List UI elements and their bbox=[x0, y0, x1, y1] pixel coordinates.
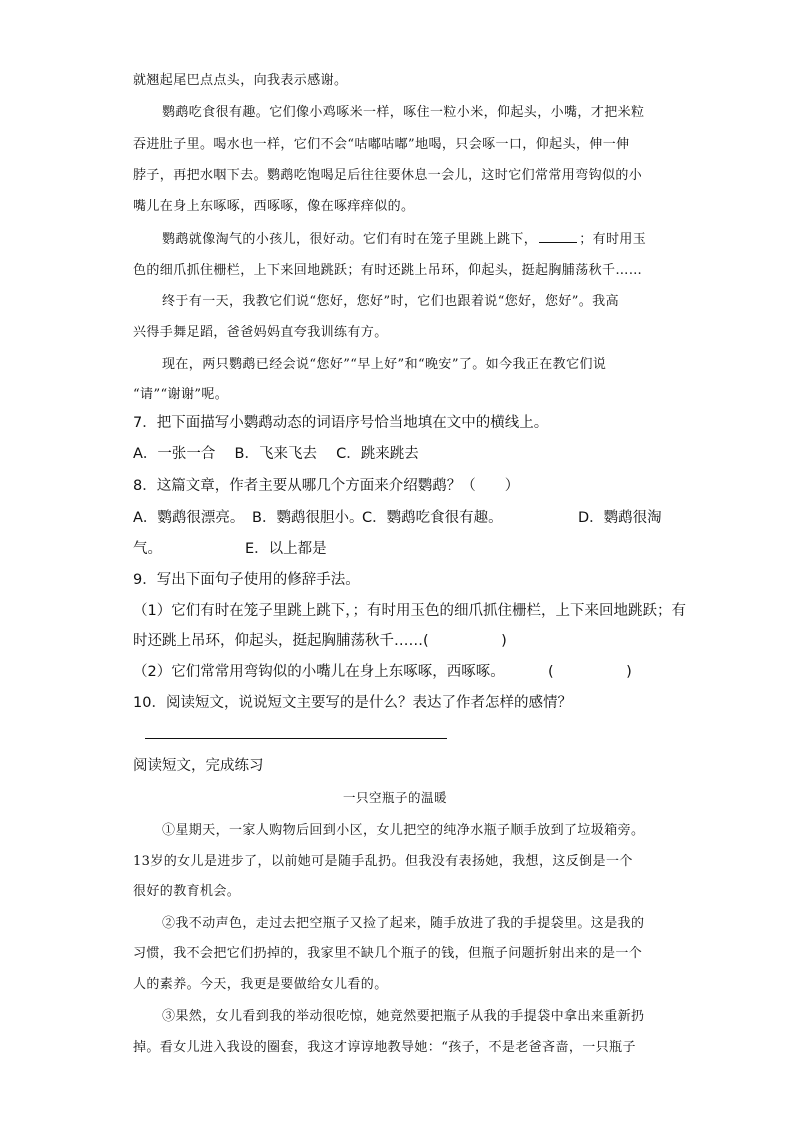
passage-line: 现在，两只鹦鹉已经会说“您好”“早上好”和“晚安”了。如今我正在教它们说 bbox=[162, 357, 607, 372]
answer-paren[interactable]: ( ) bbox=[548, 664, 632, 680]
article-line: ③果然，女儿看到我的举动很吃惊，她竟然要把瓶子从我的手提袋中拿出来重新扔 bbox=[162, 1009, 645, 1024]
question-8-option-d-cont: 气。 bbox=[133, 541, 162, 557]
passage-line: “请”“谢谢”呢。 bbox=[133, 387, 229, 402]
question-8-option-b: B．鹦鹉很胆小。 bbox=[252, 510, 364, 526]
question-9-1-cont: 时还跳上吊环，仰起头，挺起胸脯荡秋千……( ) bbox=[133, 633, 507, 649]
article-line: 很好的教育机会。 bbox=[133, 884, 241, 899]
article-line: 人的素养。今天，我更是要做给女儿看的。 bbox=[133, 977, 388, 992]
question-9-1: （1）它们有时在笼子里跳上跳下，；有时用玉色的细爪抓住栅栏，上下来回地跳跃；有 bbox=[133, 603, 686, 619]
question-9: 9．写出下面句子使用的修辞手法。 bbox=[133, 572, 360, 588]
question-8-option-d: D．鹦鹉很淘 bbox=[578, 510, 662, 526]
passage-line: 色的细爪抓住栅栏，上下来回地跳跃；有时还跳上吊环，仰起头，挺起胸脯荡秋千…… bbox=[133, 263, 643, 278]
passage-line: 吞进肚子里。喝水也一样，它们不会“咕嘟咕嘟”地喝，只会啄一口，仰起头，伸一伸 bbox=[133, 137, 630, 152]
article-line: 13岁的女儿是进步了，以前她可是随手乱扔。但我没有表扬她，我想，这反倒是一个 bbox=[133, 854, 633, 869]
passage-line bbox=[162, 228, 646, 247]
passage-line: 终于有一天，我教它们说“您好，您好”时，它们也跟着说“您好，您好”。我高 bbox=[162, 294, 619, 309]
passage-line: 脖子，再把水咽下去。鹦鹉吃饱喝足后往往要休息一会儿，这时它们常常用弯钩似的小 bbox=[133, 168, 643, 183]
article-title: 一只空瓶子的温暖 bbox=[343, 790, 448, 805]
question-7: 7．把下面描写小鹦鹉动态的词语序号恰当地填在文中的横线上。 bbox=[133, 415, 549, 431]
section-instruction: 阅读短文，完成练习 bbox=[133, 758, 264, 774]
question-8: 8．这篇文章，作者主要从哪几个方面来介绍鹦鹉？（ ） bbox=[133, 478, 520, 494]
passage-text: 鹦鹉就像淘气的小孩儿，很好动。它们有时在笼子里跳上跳下， bbox=[162, 232, 538, 247]
article-line: ②我不动声色，走过去把空瓶子又捡了起来，随手放进了我的手提袋里。这是我的 bbox=[162, 916, 645, 931]
question-8-option-a: A．鹦鹉很漂亮。 bbox=[133, 510, 245, 526]
passage-line: 就翘起尾巴点点头，向我表示感谢。 bbox=[133, 73, 348, 88]
article-line: 掉。看女儿进入我设的圈套，我这才谆谆地教导她：“孩子，不是老爸吝啬，一只瓶子 bbox=[133, 1040, 636, 1055]
article-line: ①星期天，一家人购物后回到小区，女儿把空的纯净水瓶子顺手放到了垃圾箱旁。 bbox=[162, 823, 645, 838]
question-9-2: （2）它们常常用弯钩似的小嘴儿在身上东啄啄，西啄啄。 bbox=[133, 664, 505, 680]
answer-line[interactable] bbox=[145, 738, 447, 739]
question-7-options: A．一张一合 B．飞来飞去 C．跳来跳去 bbox=[133, 446, 419, 462]
fill-in-blank[interactable] bbox=[539, 231, 577, 243]
question-8-option-c: C．鹦鹉吃食很有趣。 bbox=[362, 510, 503, 526]
passage-line: 兴得手舞足蹈，爸爸妈妈直夸我训练有方。 bbox=[133, 325, 388, 340]
passage-line: 嘴儿在身上东啄啄，西啄啄，像在啄痒痒似的。 bbox=[133, 199, 415, 214]
article-line: 习惯，我不会把它们扔掉的，我家里不缺几个瓶子的钱，但瓶子问题折射出来的是一个 bbox=[133, 946, 643, 961]
passage-text: ；有时用玉 bbox=[579, 232, 647, 247]
question-10: 10．阅读短文，说说短文主要写的是什么？表达了作者怎样的感情？ bbox=[133, 695, 572, 711]
question-8-option-e: E．以上都是 bbox=[245, 541, 327, 557]
passage-line: 鹦鹉吃食很有趣。它们像小鸡啄米一样，啄住一粒小米，仰起头，小嘴，才把米粒 bbox=[162, 105, 645, 120]
